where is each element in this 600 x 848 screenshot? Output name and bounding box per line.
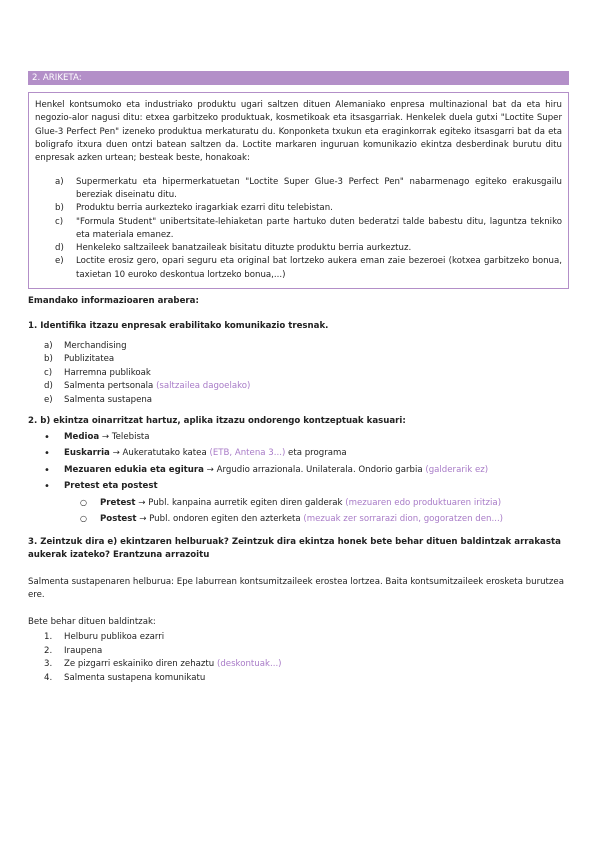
case-paragraph: Henkel kontsumoko eta industriako produktu ugari saltzen dituen Alemaniako enpresa multinazional bat da eta hiru negozio-alor nagusi ditu: etxea garbitzeko produktuak, kosmetikoak eta itsasgarriak. Henkelek duela gutxi "Loctite Super Glue-3 Perfect Pen" izeneko produktua merkaturatu du. Konponketa txukun eta eraginkorrak egiteko itsasgarri bat da eta boligrafo itxura duen ontzi batean saltzen da. Loctite markaren inguruan komunikazio ekintza desberdinak burutu ditu enpresak azken urtean; besteak beste, honakoak: [35, 100, 562, 164]
question-2-title: 2. b) ekintza oinarritzat hartuz, aplika itzazu ondorengo kontzeptuak kasuari: [28, 416, 406, 427]
concept-note: (ETB, Antena 3...) [209, 448, 286, 458]
case-action-item: a) Supermerkatu eta hipermerkatuetan "Loctite Super Glue-3 Perfect Pen" nabarmenago egiteko erakusgailu bereziak diseinatu ditu. [55, 176, 562, 200]
question-1-answers [28, 340, 569, 408]
answer-item: b) Publizitatea [44, 354, 115, 365]
case-action-item: b) Produktu berria aurkezteko iragarkiak ezarri ditu telebistan. [55, 203, 333, 214]
case-action-item: c) "Formula Student" unibertsitate-lehiaketan parte hartuko duten bederatzi talde babestu ditu, laguntza tekniko eta materiala emanez. [55, 216, 562, 240]
bullet-icon: • [44, 448, 50, 459]
condition-item: 4. Salmenta sustapena komunikatu [44, 672, 206, 683]
bullet-icon: • [44, 431, 50, 443]
bullet-icon: • [44, 464, 50, 476]
subconcept-item: ○ Postest → Publ. ondoren egiten den azterketa (mezuak zer sorrarazi dion, gogoratzen den...) [64, 513, 569, 530]
question-2-answers [28, 431, 569, 497]
subconcept-note: (mezuak zer sorrarazi dion, gogoratzen den...) [303, 514, 504, 524]
case-action-item: e) Loctite erosiz gero, opari seguru eta original bat lortzeko aukera eman zaie bezeroei (kotxea garbitzeko bonua, taxietan 10 euroko deskontua lortzeko bonua,...) [55, 256, 562, 280]
condition-note: (deskontuak...) [216, 659, 282, 670]
answer-item: e) Salmenta sustapena [44, 394, 153, 405]
concept-note: (galderarik ez) [425, 464, 489, 475]
conditions-list [28, 631, 569, 685]
pretest-postest-list [64, 497, 569, 530]
intro-line: Emandako informazioaren arabera: [28, 296, 199, 307]
circle-bullet-icon: ○ [80, 514, 87, 523]
document-page [28, 71, 569, 685]
answer-item: a) Merchandising [44, 340, 127, 351]
conditions-title: Bete behar dituen baldintzak: [28, 616, 156, 627]
concept-item: • Mezuaren edukia eta egitura → Argudio arrazionala. Unilaterala. Ondorio garbia (galderarik ez) [28, 464, 569, 481]
condition-item: 1. Helburu publikoa ezarri [44, 632, 165, 643]
question-3-answer: Salmenta sustapenaren helburua: Epe laburrean kontsumitzaileek erostea lortzea. Baita kontsumitzaileek erosketa burutzea ere. [28, 577, 564, 601]
answer-item: d) Salmenta pertsonala (saltzailea dagoelako) [44, 381, 251, 392]
bullet-icon: • [44, 481, 50, 492]
case-actions-list [35, 176, 562, 283]
case-description-box [28, 92, 569, 289]
question-1-title: 1. Identifika itzazu enpresak erabilitako komunikazio tresnak. [28, 321, 329, 332]
concept-item: • Pretest eta postest [28, 480, 569, 497]
condition-item: 2. Iraupena [44, 645, 103, 656]
circle-bullet-icon: ○ [80, 497, 87, 507]
question-3-title: 3. Zeintzuk dira e) ekintzaren helburuak? Zeintzuk dira ekintza honek bete behar dituen baldintzak arrakasta aukerak izateko? Erantzuna arrazoitu [28, 536, 561, 560]
case-action-item: d) Henkeleko saltzaileek banatzaileak bisitatu dituzte produktu berria aurkeztuz. [55, 243, 412, 254]
exercise-header: 2. ARIKETA: [28, 71, 569, 85]
answer-note: (saltzailea dagoelako) [156, 381, 251, 392]
condition-item: 3. Ze pizgarri eskainiko diren zehaztu (deskontuak...) [44, 659, 282, 670]
concept-item: • Euskarria → Aukeratutako katea (ETB, Antena 3...) eta programa [28, 447, 569, 464]
subconcept-note: (mezuaren edo produktuaren iritzia) [345, 497, 502, 508]
answer-item: c) Harremna publikoak [44, 367, 151, 378]
subconcept-item: ○ Pretest → Publ. kanpaina aurretik egiten diren galderak (mezuaren edo produktuaren iritzia) [64, 497, 569, 514]
concept-item: • Medioa → Telebista [28, 431, 569, 448]
